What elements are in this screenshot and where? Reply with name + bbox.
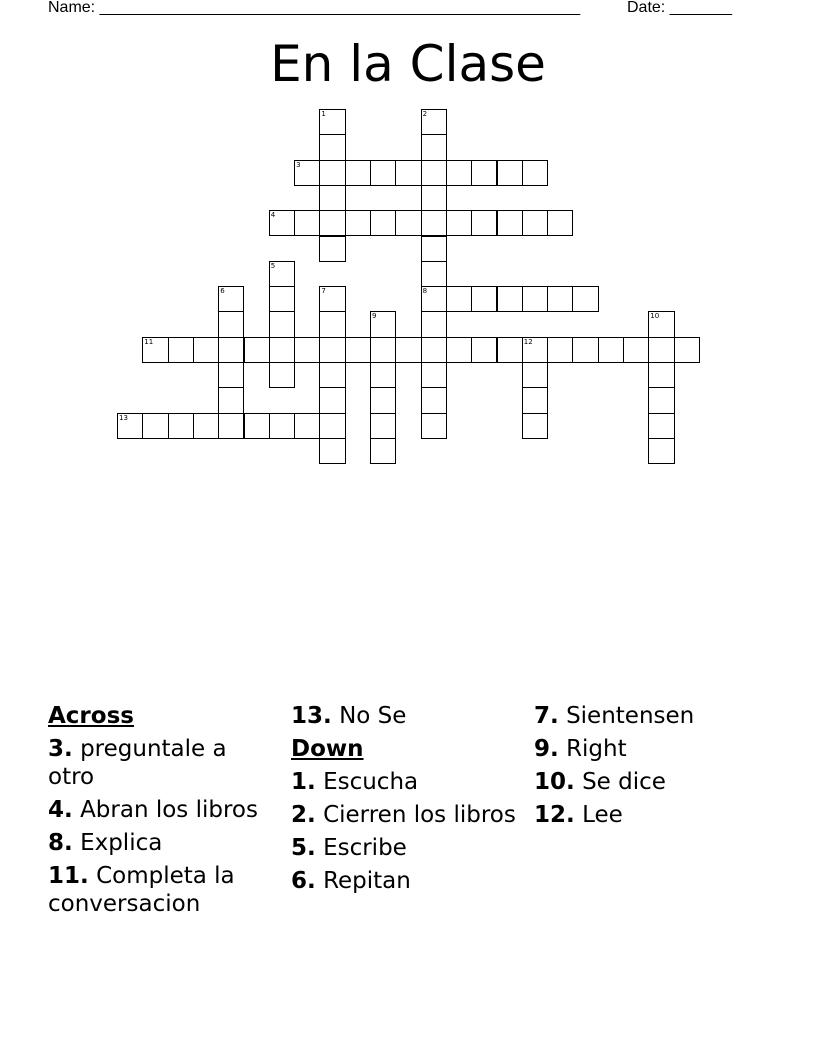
- grid-cell[interactable]: [218, 337, 244, 363]
- cell-number: 6: [220, 287, 225, 296]
- clue-number: 1.: [291, 769, 316, 795]
- down-heading: Down: [291, 736, 364, 762]
- cell-number: 2: [422, 110, 428, 118]
- grid-cell[interactable]: [269, 286, 295, 312]
- clue-down-1: [291, 768, 521, 796]
- grid-cell[interactable]: [648, 413, 674, 439]
- grid-cell[interactable]: [319, 210, 345, 236]
- grid-cell[interactable]: [471, 160, 497, 186]
- clues-column-2: [291, 702, 521, 900]
- grid-cell[interactable]: [319, 286, 345, 312]
- grid-cell[interactable]: [572, 337, 598, 363]
- clue-across-8: [48, 829, 278, 857]
- grid-cell[interactable]: [471, 337, 497, 363]
- grid-cell[interactable]: [319, 236, 345, 262]
- cell-number: 7: [321, 287, 326, 296]
- grid-cell[interactable]: [421, 413, 447, 439]
- clue-text: Escribe: [323, 835, 407, 861]
- clue-text: Repitan: [323, 868, 411, 894]
- cell-number: 3: [296, 160, 301, 169]
- grid-cell[interactable]: [547, 210, 573, 236]
- grid-cell[interactable]: [218, 413, 244, 439]
- grid-cell[interactable]: [446, 286, 472, 312]
- grid-cell[interactable]: [471, 210, 497, 236]
- grid-cell[interactable]: [421, 185, 447, 211]
- clue-text: Right: [566, 736, 627, 762]
- grid-cell[interactable]: [522, 286, 548, 312]
- grid-cell[interactable]: [193, 337, 219, 363]
- grid-cell[interactable]: [674, 337, 700, 363]
- grid-cell[interactable]: [648, 311, 674, 337]
- date-field[interactable]: Date: _______: [627, 0, 732, 16]
- grid-cell[interactable]: [598, 337, 624, 363]
- clue-across-4: [48, 796, 278, 824]
- clue-number: 11.: [48, 863, 89, 889]
- grid-cell[interactable]: [623, 337, 649, 363]
- grid-cell[interactable]: [522, 210, 548, 236]
- grid-cell[interactable]: [471, 286, 497, 312]
- grid-cell[interactable]: [421, 236, 447, 262]
- grid-cell[interactable]: [648, 337, 674, 363]
- clue-text: Explica: [80, 830, 163, 856]
- clue-text: No Se: [339, 703, 407, 729]
- grid-cell[interactable]: [294, 210, 320, 236]
- clue-number: 3.: [48, 736, 73, 762]
- clue-text: Lee: [582, 802, 623, 828]
- clue-text: Completa la conversacion: [48, 863, 235, 917]
- clue-across-11: [48, 862, 278, 918]
- clue-text: Cierren los libros: [323, 802, 516, 828]
- grid-cell[interactable]: [319, 160, 345, 186]
- grid-cell[interactable]: [193, 413, 219, 439]
- clue-number: 13.: [291, 703, 332, 729]
- grid-cell[interactable]: [547, 337, 573, 363]
- grid-cell[interactable]: [319, 413, 345, 439]
- grid-cell[interactable]: [142, 413, 168, 439]
- grid-cell[interactable]: [269, 413, 295, 439]
- clue-down-7: [534, 702, 764, 730]
- clue-number: 6.: [291, 868, 316, 894]
- grid-cell[interactable]: [218, 286, 244, 312]
- grid-cell[interactable]: [319, 185, 345, 211]
- cell-number: 10: [650, 312, 660, 321]
- grid-cell[interactable]: [370, 413, 396, 439]
- name-field[interactable]: Name: ______________________________________________________: [48, 0, 581, 16]
- clue-number: 8.: [48, 830, 73, 856]
- grid-cell[interactable]: [421, 286, 447, 312]
- grid-cell[interactable]: [218, 311, 244, 337]
- clues-section: [48, 702, 768, 1002]
- grid-cell[interactable]: [370, 362, 396, 388]
- grid-cell[interactable]: [319, 438, 345, 464]
- grid-cell[interactable]: [319, 387, 345, 413]
- grid-cell[interactable]: [497, 160, 523, 186]
- grid-cell[interactable]: [319, 362, 345, 388]
- grid-cell[interactable]: [421, 160, 447, 186]
- crossword-grid: [0, 0, 816, 470]
- grid-cell[interactable]: [421, 261, 447, 287]
- clue-text: Se dice: [582, 769, 666, 795]
- grid-cell[interactable]: [648, 362, 674, 388]
- clue-down-12: [534, 801, 764, 829]
- grid-cell[interactable]: [522, 160, 548, 186]
- grid-cell[interactable]: [370, 387, 396, 413]
- clue-text: Escucha: [323, 769, 419, 795]
- clue-number: 9.: [534, 736, 559, 762]
- grid-cell[interactable]: [522, 337, 548, 363]
- cell-number: 13: [119, 413, 128, 422]
- grid-cell[interactable]: [117, 413, 143, 439]
- grid-cell[interactable]: [269, 210, 295, 236]
- grid-cell[interactable]: [421, 387, 447, 413]
- grid-cell[interactable]: [370, 438, 396, 464]
- grid-cell[interactable]: [648, 438, 674, 464]
- grid-cell[interactable]: [370, 337, 396, 363]
- grid-cell[interactable]: [522, 413, 548, 439]
- grid-cell[interactable]: [497, 210, 523, 236]
- grid-cell[interactable]: [421, 134, 447, 160]
- grid-cell[interactable]: [446, 337, 472, 363]
- grid-cell[interactable]: [168, 337, 194, 363]
- grid-cell[interactable]: [370, 160, 396, 186]
- grid-cell[interactable]: [319, 311, 345, 337]
- clue-number: 12.: [534, 802, 575, 828]
- clue-number: 7.: [534, 703, 559, 729]
- clue-number: 2.: [291, 802, 316, 828]
- clue-across-3: [48, 735, 278, 791]
- clue-down-2: [291, 801, 521, 829]
- clue-text: Abran los libros: [80, 797, 258, 823]
- grid-cell[interactable]: [421, 311, 447, 337]
- grid-cell[interactable]: [497, 286, 523, 312]
- grid-cell[interactable]: [547, 286, 573, 312]
- cell-number: 8: [422, 287, 428, 296]
- clue-number: 10.: [534, 769, 575, 795]
- across-heading: Across: [48, 703, 134, 729]
- grid-cell[interactable]: [345, 337, 371, 363]
- cell-number: 9: [372, 312, 377, 321]
- grid-cell[interactable]: [269, 261, 295, 287]
- grid-cell[interactable]: [294, 160, 320, 186]
- grid-cell[interactable]: [269, 337, 295, 363]
- clue-text: Sientensen: [566, 703, 695, 729]
- grid-cell[interactable]: [269, 311, 295, 337]
- clues-column-3: [534, 702, 764, 834]
- cell-number: 12: [523, 337, 533, 346]
- grid-cell[interactable]: [522, 387, 548, 413]
- grid-cell[interactable]: [294, 413, 320, 439]
- grid-cell[interactable]: [319, 109, 345, 135]
- cell-number: 5: [270, 261, 276, 270]
- grid-cell[interactable]: [370, 311, 396, 337]
- grid-cell[interactable]: [218, 387, 244, 413]
- grid-cell[interactable]: [446, 210, 472, 236]
- grid-cell[interactable]: [421, 109, 447, 135]
- grid-cell[interactable]: [294, 337, 320, 363]
- grid-cell[interactable]: [345, 210, 371, 236]
- grid-cell[interactable]: [168, 413, 194, 439]
- clue-down-10: [534, 768, 764, 796]
- grid-cell[interactable]: [497, 337, 523, 363]
- grid-cell[interactable]: [395, 160, 421, 186]
- cell-number: 4: [270, 211, 276, 220]
- grid-cell[interactable]: [395, 337, 421, 363]
- grid-cell[interactable]: [218, 362, 244, 388]
- grid-cell[interactable]: [421, 337, 447, 363]
- clue-down-5: [291, 834, 521, 862]
- grid-cell[interactable]: [522, 362, 548, 388]
- cell-number: 1: [321, 110, 326, 118]
- grid-cell[interactable]: [421, 362, 447, 388]
- grid-cell[interactable]: [370, 210, 396, 236]
- grid-cell[interactable]: [572, 286, 598, 312]
- grid-cell[interactable]: [319, 337, 345, 363]
- grid-cell[interactable]: [142, 337, 168, 363]
- page-title: En la Clase: [270, 35, 546, 93]
- grid-cell[interactable]: [319, 134, 345, 160]
- grid-cell[interactable]: [345, 160, 371, 186]
- grid-cell[interactable]: [244, 413, 270, 439]
- clue-number: 4.: [48, 797, 73, 823]
- clue-across-13: [291, 702, 521, 730]
- grid-cell[interactable]: [244, 337, 270, 363]
- clues-column-1: [48, 702, 278, 923]
- grid-cell[interactable]: [446, 160, 472, 186]
- clue-number: 5.: [291, 835, 316, 861]
- grid-cell[interactable]: [648, 387, 674, 413]
- clue-down-9: [534, 735, 764, 763]
- grid-cell[interactable]: [269, 362, 295, 388]
- grid-cell[interactable]: [395, 210, 421, 236]
- clue-text: preguntale a otro: [48, 736, 227, 790]
- grid-cell[interactable]: [421, 210, 447, 236]
- clue-down-6: [291, 867, 521, 895]
- cell-number: 11: [144, 337, 154, 346]
